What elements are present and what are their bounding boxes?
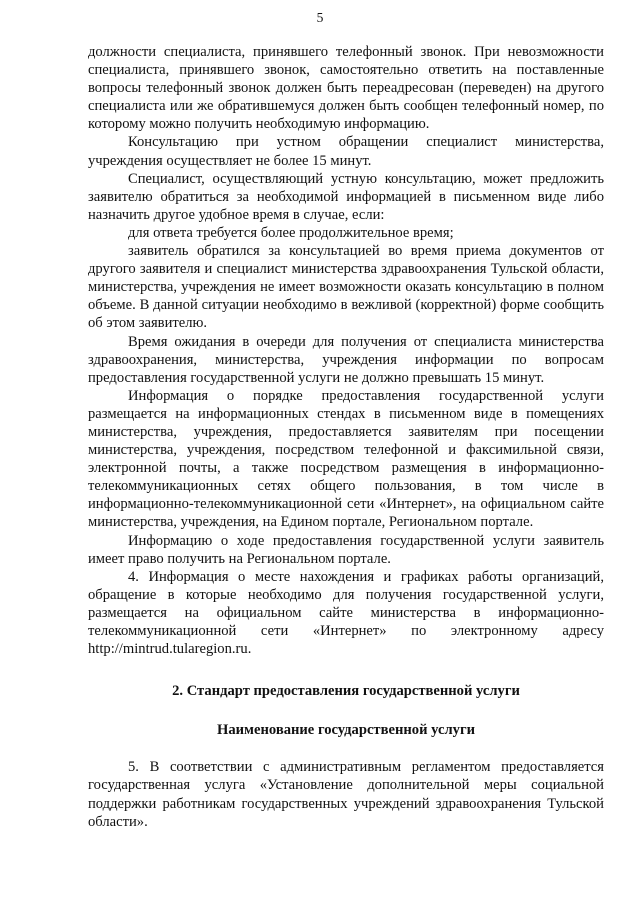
paragraph: для ответа требуется более продолжительное время; <box>128 224 454 241</box>
section-heading: 2. Стандарт предоставления государственной услуги <box>172 683 520 700</box>
paragraph: заявитель обратился за консультацией во время приема документов от другого заявителя и специалист министерства здравоохранения Тульской области, министерства, учреждения не имеет возможности оказать консультацию в полном объеме. В данной ситуации необходимо в вежливой (корректной) форме сообщить об этом заявителю. <box>88 243 604 332</box>
paragraph: Время ожидания в очереди для получения от специалиста министерства здравоохранения, министерства, учреждения информации по вопросам предоставления государственной услуги не должно превышать 15 минут. <box>88 333 604 386</box>
paragraph: 5. В соответствии с административным регламентом предоставляется государственная услуга «Установление дополнительной меры социальной поддержки работникам государственных учреждений здравоохранения Тульской области». <box>88 759 604 830</box>
paragraph: Информацию о ходе предоставления государственной услуги заявитель имеет право получить на Региональном портале. <box>88 532 604 567</box>
subheading: Наименование государственной услуги <box>217 722 475 739</box>
page-number: 5 <box>316 10 324 25</box>
paragraph: Информация о порядке предоставления государственной услуги размещается на информационных стендах в письменном виде в помещениях министерства, учреждения, предоставляется заявителям при посещении министерства, учреждения, посредством телефонной и факсимильной связи, электронной почты, а также посредством размещения в информационно-телекоммуникационных сетях общего пользования, в том числе в информационно-телекоммуникационной сети «Интернет», на официальном сайте министерства, учреждения, на Едином портале, Региональном портале. <box>88 387 604 531</box>
paragraph: Специалист, осуществляющий устную консультацию, может предложить заявителю обратиться за необходимой информацией в письменном виде либо назначить другое удобное время в случае, если: <box>88 170 604 223</box>
document-body <box>88 43 604 831</box>
paragraph: должности специалиста, принявшего телефонный звонок. При невозможности специалиста, принявшего звонок, самостоятельно ответить на поставленные вопросы телефонный звонок должен быть переадресован (переведен) на другого специалиста или же обратившемуся должен быть сообщен телефонный номер, по которому можно получить необходимую информацию. <box>88 44 604 133</box>
paragraph: Консультацию при устном обращении специалист министерства, учреждения осуществляет не более 15 минут. <box>88 134 604 169</box>
paragraph: 4. Информация о месте нахождения и графиках работы организаций, обращение в которые необходимо для получения государственной услуги, размещается на официальном сайте министерства в информационно-телекоммуникационной сети «Интернет» по электронному адресу http://mintrud.tularegion.ru. <box>88 568 604 658</box>
